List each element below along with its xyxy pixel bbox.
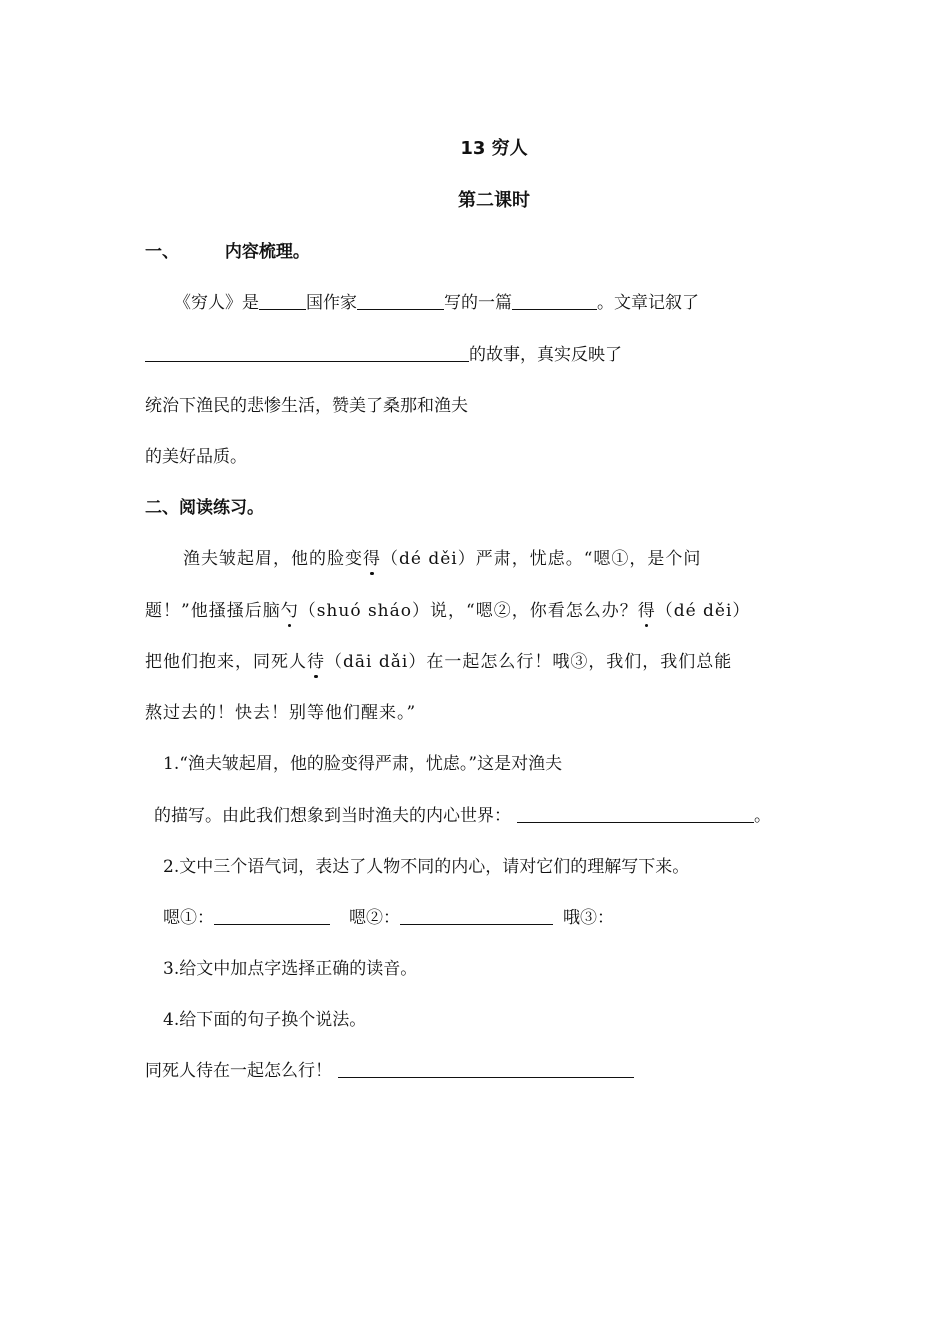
content-line-4: 的美好品质。: [145, 447, 247, 467]
blank-en-2[interactable]: [400, 906, 553, 925]
question-1-line-2: 的描写。由此我们想象到当时渔夫的内心世界： 。: [154, 806, 771, 826]
blank-country[interactable]: [259, 291, 306, 310]
passage-line-3: 把他们抱来，同死人待（dāi dǎi）在一起怎么行！哦③，我们，我们总能: [145, 647, 732, 672]
blank-genre[interactable]: [512, 291, 597, 310]
dotted-char: 得: [363, 544, 381, 569]
dotted-char: 勺: [281, 596, 299, 621]
question-2-answers: 嗯①： 嗯②： 哦③：: [163, 908, 614, 928]
passage-line-1: 渔夫皱起眉，他的脸变得（dé děi）严肃，忧虑。“嗯①，是个问: [183, 544, 701, 569]
blank-en-1[interactable]: [214, 906, 330, 925]
passage-line-2: 题！”他搔搔后脑勺（shuó sháo）说，“嗯②，你看怎么办？得（dé děi）: [145, 596, 750, 621]
content-line-2: 的故事，真实反映了: [145, 340, 622, 365]
passage-line-4: 熬过去的！快去！别等他们醒来。”: [145, 703, 417, 723]
question-4-sentence: 同死人待在一起怎么行！: [145, 1056, 634, 1081]
content-line-3: 统治下渔民的悲惨生活，赞美了桑那和渔夫: [145, 396, 468, 416]
dotted-char: 得: [638, 596, 656, 621]
section-2-heading: 二、阅读练习。: [145, 498, 264, 518]
blank-story[interactable]: [145, 343, 469, 362]
blank-rewrite[interactable]: [338, 1059, 634, 1078]
blank-inner-world[interactable]: [517, 804, 754, 823]
section-1-number: 一、: [145, 242, 179, 262]
page-subtitle: 第二课时: [458, 190, 530, 211]
question-4: 4.给下面的句子换个说法。: [163, 1010, 367, 1030]
question-3: 3.给文中加点字选择正确的读音。: [163, 959, 418, 979]
content-line-1: 《穷人》是 国作家 写的一篇 。文章记叙了: [174, 293, 699, 313]
dotted-char: 待: [307, 647, 325, 672]
blank-author[interactable]: [357, 291, 444, 310]
page-title: 13 穷人: [460, 138, 528, 159]
section-1-title: 内容梳理。: [224, 242, 310, 262]
question-1-line-1: 1.“渔夫皱起眉，他的脸变得严肃，忧虑。”这是对渔夫: [163, 754, 563, 774]
section-1-heading: [145, 237, 310, 262]
question-2: 2.文中三个语气词，表达了人物不同的内心，请对它们的理解写下来。: [163, 857, 690, 877]
